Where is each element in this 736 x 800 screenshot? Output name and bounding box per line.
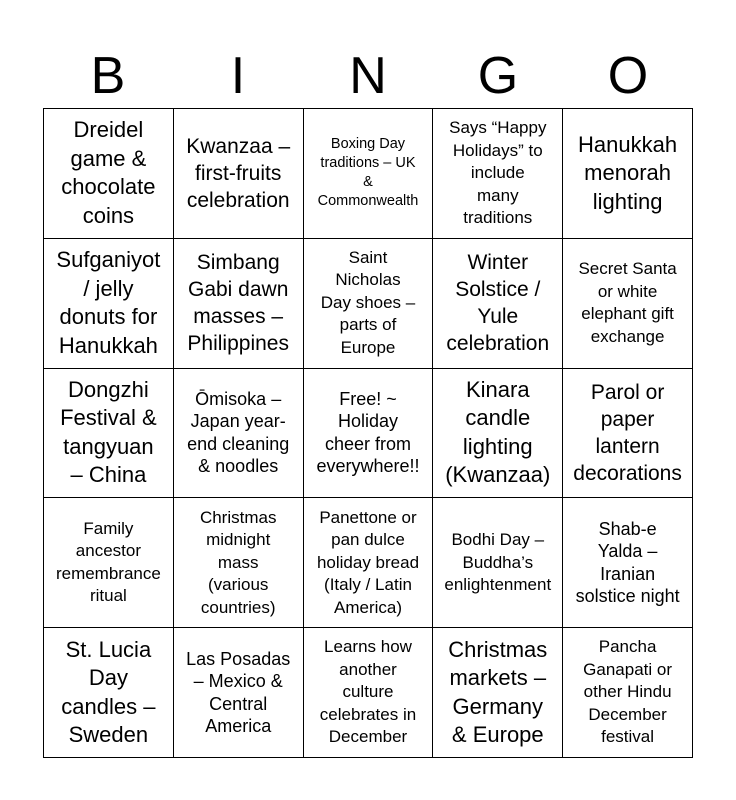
bingo-cell[interactable]: [44, 369, 174, 499]
bingo-cell[interactable]: [174, 498, 304, 628]
bingo-cell[interactable]: [563, 369, 693, 499]
cell-text: Dongzhi Festival & tangyuan – China: [60, 376, 157, 488]
cell-text: Kwanzaa – first-fruits celebration: [186, 134, 291, 212]
cell-text: Sufganiyot / jelly donuts for Hanukkah: [56, 247, 161, 358]
cell-text: Las Posadas – Mexico & Central America: [186, 648, 291, 737]
cell-text: Pancha Ganapati or other Hindu December festival: [583, 637, 673, 747]
bingo-cell[interactable]: [174, 109, 304, 239]
bingo-cell[interactable]: [563, 628, 693, 758]
bingo-cell[interactable]: [304, 239, 434, 369]
cell-text: Panettone or pan dulce holiday bread (Italy / Latin America): [316, 507, 420, 617]
cell-text: Shab-e Yalda – Iranian solstice night: [575, 518, 680, 607]
bingo-cell[interactable]: [44, 109, 174, 239]
bingo-header: [43, 46, 693, 106]
bingo-cell[interactable]: [44, 628, 174, 758]
header-letter-b: B: [90, 47, 126, 105]
bingo-cell[interactable]: [174, 369, 304, 499]
bingo-cell[interactable]: [304, 109, 434, 239]
bingo-cell[interactable]: [44, 239, 174, 369]
bingo-cell[interactable]: [174, 628, 304, 758]
bingo-cell[interactable]: [433, 628, 563, 758]
bingo-cell[interactable]: [174, 239, 304, 369]
header-letter-n: N: [349, 47, 387, 105]
header-letter-g: G: [477, 47, 519, 105]
bingo-cell[interactable]: [433, 239, 563, 369]
cell-text: St. Lucia Day candles – Sweden: [61, 636, 156, 748]
bingo-cell[interactable]: [563, 109, 693, 239]
bingo-cell[interactable]: [304, 628, 434, 758]
cell-text: Kinara candle lighting (Kwanzaa): [445, 376, 551, 488]
cell-text: Christmas markets – Germany & Europe: [448, 636, 548, 748]
cell-text: Learns how another culture celebrates in December: [319, 637, 417, 747]
cell-text: Parol or paper lantern decorations: [573, 380, 682, 485]
cell-text: Hanukkah menorah lighting: [578, 131, 678, 214]
cell-text: Christmas midnight mass (various countries): [199, 507, 277, 617]
bingo-cell[interactable]: [304, 498, 434, 628]
bingo-cell[interactable]: [44, 498, 174, 628]
free-space-text: Free! ~ Holiday cheer from everywhere!!: [316, 388, 420, 477]
header-letter-i: I: [230, 47, 246, 105]
cell-text: Saint Nicholas Day shoes – parts of Europe: [320, 247, 416, 357]
bingo-cell[interactable]: [563, 239, 693, 369]
cell-text: Ōmisoka – Japan year- end cleaning & noodles: [187, 388, 290, 477]
bingo-cell[interactable]: [563, 498, 693, 628]
header-letter-o: O: [607, 47, 649, 105]
bingo-cell[interactable]: [433, 109, 563, 239]
free-space-cell[interactable]: [304, 369, 434, 499]
cell-text: Says “Happy Holidays” to include many traditions: [449, 118, 547, 228]
cell-text: Dreidel game & chocolate coins: [61, 117, 156, 228]
bingo-cell[interactable]: [433, 498, 563, 628]
cell-text: Family ancestor remembrance ritual: [55, 518, 161, 606]
cell-text: Simbang Gabi dawn masses – Philippines: [187, 251, 289, 356]
cell-text: Boxing Day traditions – UK & Commonwealth: [317, 136, 419, 210]
cell-text: Bodhi Day – Buddha’s enlightenment: [444, 530, 552, 595]
cell-text: Secret Santa or white elephant gift exchange: [578, 259, 677, 346]
bingo-grid: [43, 108, 693, 758]
bingo-cell[interactable]: [433, 369, 563, 499]
cell-text: Winter Solstice / Yule celebration: [446, 251, 550, 356]
